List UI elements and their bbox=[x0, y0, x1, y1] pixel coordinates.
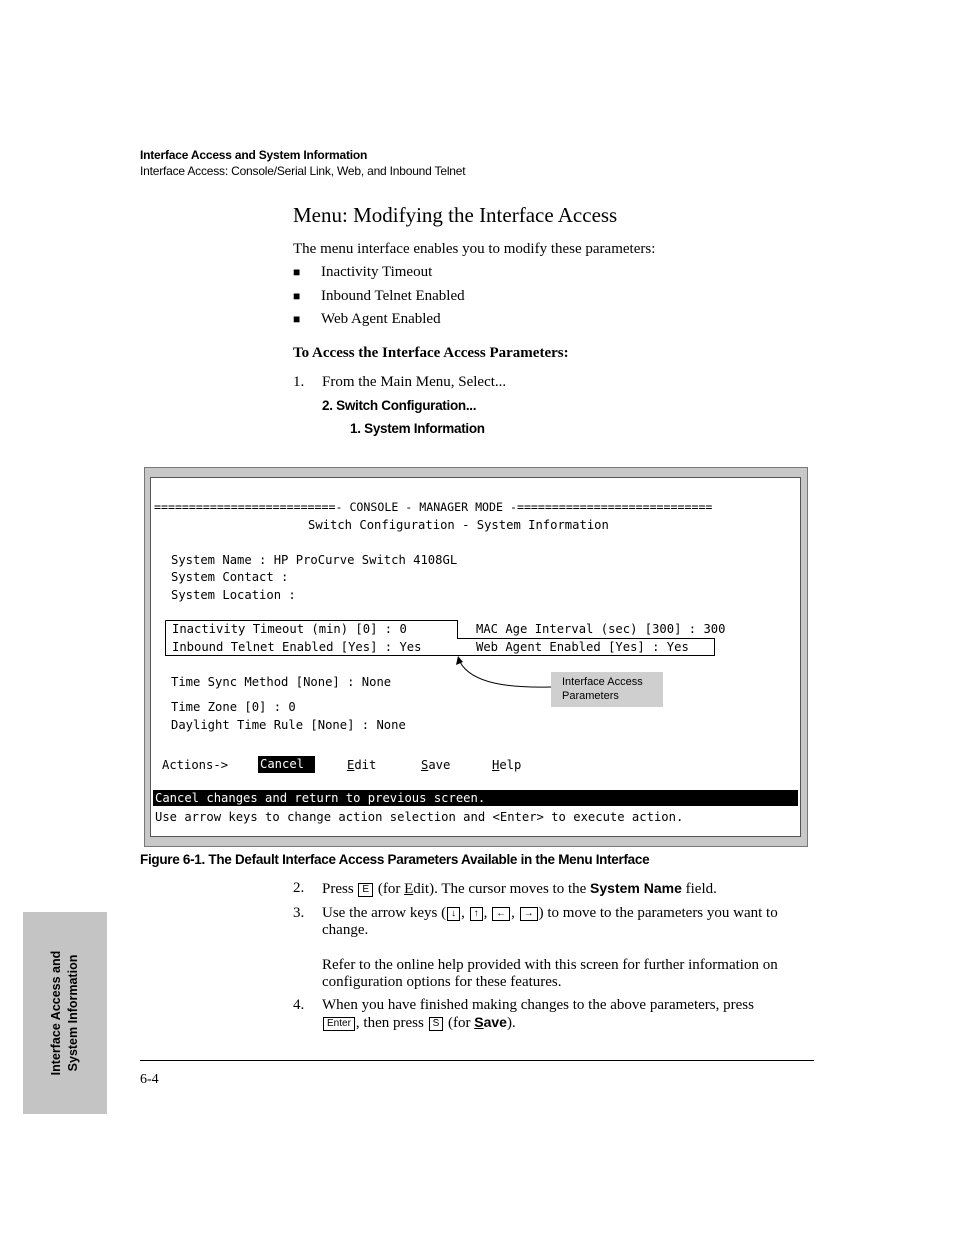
bullet-item: ■ Web Agent Enabled bbox=[293, 311, 441, 327]
system-location-field[interactable]: System Location : bbox=[171, 588, 296, 602]
intro-paragraph: The menu interface enables you to modify these parameters: bbox=[293, 241, 656, 257]
footer-rule bbox=[140, 1060, 814, 1061]
menu-path-system-information: 1. System Information bbox=[350, 421, 485, 436]
inactivity-timeout-field[interactable]: Inactivity Timeout (min) [0] : 0 bbox=[172, 622, 407, 636]
console-subtitle: Switch Configuration - System Information bbox=[308, 518, 609, 532]
console-status-bar: Cancel changes and return to previous screen. bbox=[153, 790, 798, 806]
edit-action-button[interactable]: Edit bbox=[347, 758, 377, 772]
section-title: Menu: Modifying the Interface Access bbox=[293, 203, 618, 227]
time-sync-method-field[interactable]: Time Sync Method [None] : None bbox=[171, 675, 392, 689]
enter-key-icon: Enter bbox=[323, 1017, 355, 1031]
console-hint-line: Use arrow keys to change action selection and <Enter> to execute action. bbox=[155, 810, 684, 824]
chapter-side-tab: Interface Access and System Information bbox=[23, 912, 107, 1114]
step-4: 4. When you have finished making changes to the above parameters, press Enter , then press S (for Save). bbox=[293, 997, 754, 1031]
bullet-item: ■ Inbound Telnet Enabled bbox=[293, 288, 465, 304]
up-arrow-key-icon: ↑ bbox=[470, 907, 483, 921]
save-action-button[interactable]: Save bbox=[421, 758, 451, 772]
mac-age-interval-field[interactable]: MAC Age Interval (sec) [300] : 300 bbox=[476, 622, 726, 636]
bullet-square-icon: ■ bbox=[293, 312, 301, 326]
callout-arrow bbox=[450, 650, 555, 695]
step-3-note: Refer to the online help provided with this screen for further information on configuration options for these features. bbox=[322, 957, 778, 990]
figure-caption: Figure 6-1. The Default Interface Access Parameters Available in the Menu Interface bbox=[140, 852, 650, 867]
running-header-section: Interface Access: Console/Serial Link, Web, and Inbound Telnet bbox=[140, 164, 466, 178]
step-1: 1. From the Main Menu, Select... bbox=[293, 374, 507, 390]
daylight-time-rule-field[interactable]: Daylight Time Rule [None] : None bbox=[171, 718, 406, 732]
menu-path-switch-configuration: 2. Switch Configuration... bbox=[322, 398, 477, 413]
right-arrow-key-icon: → bbox=[520, 907, 538, 921]
page-number: 6-4 bbox=[140, 1072, 159, 1087]
callout-interface-access-parameters: Interface Access Parameters bbox=[551, 672, 663, 707]
cancel-action-button[interactable]: Cancel bbox=[258, 756, 315, 773]
down-arrow-key-icon: ↓ bbox=[447, 907, 460, 921]
bullet-square-icon: ■ bbox=[293, 265, 301, 279]
step-2: 2. Press E (for Edit). The cursor moves to the System Name field. bbox=[293, 880, 717, 897]
left-arrow-key-icon: ← bbox=[492, 907, 510, 921]
s-key-icon: S bbox=[429, 1017, 444, 1031]
bullet-item: ■ Inactivity Timeout bbox=[293, 264, 433, 280]
bullet-square-icon: ■ bbox=[293, 289, 301, 303]
step-3: 3. Use the arrow keys ( ↓ , ↑ , ← , → ) to move to the parameters you want to change. bbox=[293, 905, 778, 938]
running-header-chapter: Interface Access and System Information bbox=[140, 148, 368, 162]
time-zone-field[interactable]: Time Zone [0] : 0 bbox=[171, 700, 296, 714]
procedure-heading: To Access the Interface Access Parameters: bbox=[293, 345, 569, 361]
inbound-telnet-field[interactable]: Inbound Telnet Enabled [Yes] : Yes bbox=[172, 640, 422, 654]
system-contact-field[interactable]: System Contact : bbox=[171, 570, 289, 584]
actions-label: Actions-> bbox=[162, 758, 229, 772]
console-banner: ==========================- CONSOLE - MANAGER MODE -============================ bbox=[154, 500, 713, 514]
web-agent-field[interactable]: Web Agent Enabled [Yes] : Yes bbox=[476, 640, 689, 654]
help-action-button[interactable]: Help bbox=[492, 758, 522, 772]
system-name-field[interactable]: System Name : HP ProCurve Switch 4108GL bbox=[171, 553, 458, 567]
e-key-icon: E bbox=[358, 883, 373, 897]
